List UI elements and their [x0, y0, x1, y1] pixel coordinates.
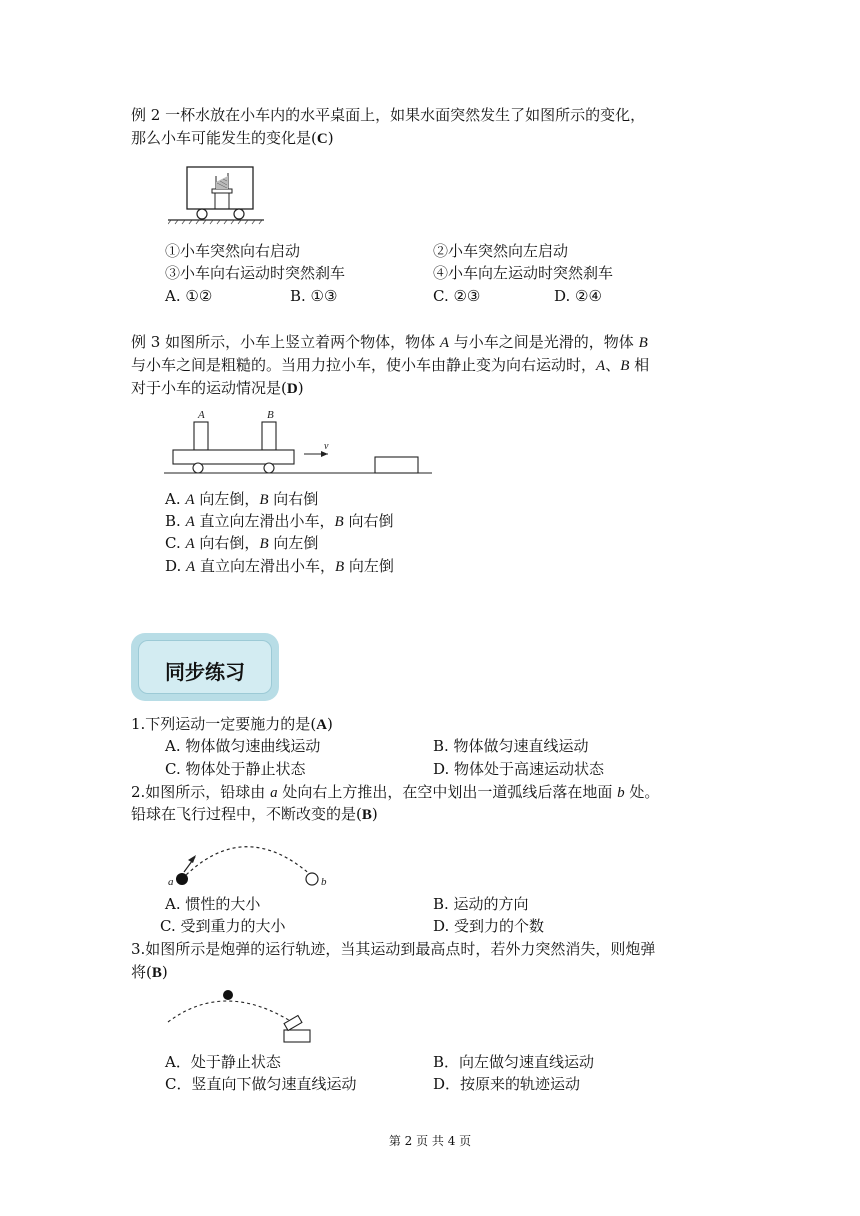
ex3-answer: D — [286, 381, 298, 397]
q3-line2 — [131, 961, 168, 984]
page-footer: 第 2 页 共 4 页 — [388, 1134, 472, 1148]
q2-text-a: 2.如图所示，铅球由 — [131, 783, 271, 801]
q3-opt-a: A．处于静止状态 — [165, 1053, 281, 1071]
ex2-choice-c: C. ②③ — [433, 287, 481, 305]
fig-label-b: b — [321, 876, 327, 888]
q3-stem: 将( — [131, 963, 152, 981]
q2-text-b: 处向右上方推出，在空中划出一道弧线后落在地面 — [277, 783, 618, 801]
q2-opt-d: D. 受到力的个数 — [433, 917, 545, 935]
ex3-var-b: B — [620, 358, 630, 374]
opt-text: 直立向左滑出小车， — [194, 512, 335, 530]
cart-water-figure — [168, 164, 264, 226]
q1-stem-text: 1.下列运动一定要施力的是( — [131, 715, 317, 733]
ex3-close: ) — [297, 379, 304, 397]
ex3-opt-b — [165, 510, 393, 533]
var-a: A — [185, 536, 195, 552]
opt-text: 向左倒 — [344, 557, 394, 575]
ex2-line2 — [131, 127, 334, 150]
ex3-var-b: B — [638, 335, 648, 351]
ex3-var-a: A — [596, 358, 606, 374]
var-a: A — [185, 514, 195, 530]
ex2-close: ) — [327, 129, 334, 147]
shot-put-figure — [164, 828, 336, 888]
ex2-stem: 那么小车可能发生的变化是( — [131, 129, 317, 147]
q1-answer: A — [316, 717, 328, 733]
ex3-line2-text-a: 与小车之间是粗糙的。当用力拉小车，使小车由静止变为向右运动时， — [131, 356, 597, 374]
section-badge-inner — [138, 640, 272, 694]
ex3-line2 — [131, 354, 649, 377]
q1-opt-d: D. 物体处于高速运动状态 — [433, 760, 605, 778]
ex2-choice-d: D. ②④ — [554, 287, 602, 305]
q3-answer: B — [151, 965, 162, 981]
q3-opt-c: C．竖直向下做匀速直线运动 — [165, 1075, 357, 1093]
ex3-opt-c — [165, 532, 318, 555]
ex3-opt-a — [165, 488, 318, 511]
q3-opt-d: D．按原来的轨迹运动 — [433, 1075, 581, 1093]
opt-prefix: B. — [165, 512, 186, 530]
q1-opt-b: B. 物体做匀速直线运动 — [433, 737, 589, 755]
opt-text: 向右倒 — [343, 512, 394, 530]
cannon-trajectory-figure — [164, 986, 314, 1046]
q3-line1: 3.如图所示是炮弹的运行轨迹，当其运动到最高点时，若外力突然消失，则炮弹 — [131, 940, 656, 958]
opt-text: 向左倒 — [268, 534, 319, 552]
q2-var-a: a — [270, 785, 278, 801]
q2-line2 — [131, 803, 378, 826]
opt-text: 向右倒 — [268, 490, 319, 508]
ex3-stem: 对于小车的运动情况是( — [131, 379, 287, 397]
q1-close: ) — [327, 715, 333, 733]
ex3-line2-text-c: 相 — [629, 356, 650, 374]
ex3-line1-text-b: 与小车之间是光滑的，物体 — [449, 333, 639, 351]
ex2-opt3: ③小车向右运动时突然刹车 — [165, 264, 346, 282]
ex3-line1 — [131, 331, 648, 354]
q3-close: ) — [161, 963, 168, 981]
q2-opt-c: C. 受到重力的大小 — [160, 917, 286, 935]
ex3-line3 — [131, 377, 304, 400]
opt-text: 向右倒， — [194, 534, 260, 552]
var-b: B — [334, 559, 345, 575]
opt-prefix: C. — [165, 534, 186, 552]
fig-label-v: v — [324, 441, 329, 452]
ex2-choice-b: B. ①③ — [290, 287, 338, 305]
opt-prefix: A. — [165, 490, 186, 508]
ex3-var-a: A — [439, 335, 450, 351]
ex2-opt1: ①小车突然向右启动 — [165, 242, 301, 260]
section-title: 同步练习 — [165, 660, 245, 684]
ex2-opt2: ②小车突然向左启动 — [433, 242, 569, 260]
var-a: A — [185, 492, 195, 508]
ex2-opt4: ④小车向左运动时突然刹车 — [433, 264, 614, 282]
ex2-choice-a: A. ①② — [165, 287, 213, 305]
var-a: A — [186, 559, 196, 575]
fig-label-b: B — [267, 409, 274, 421]
q1-opt-a: A. 物体做匀速曲线运动 — [165, 737, 321, 755]
q2-var-b: b — [617, 785, 625, 801]
q1-stem — [131, 713, 333, 736]
ex2-answer: C — [316, 131, 328, 147]
q2-opt-a: A. 惯性的大小 — [165, 895, 261, 913]
q2-answer: B — [361, 807, 372, 823]
fig-label-a: A — [198, 409, 205, 421]
ex3-line2-text-b: 、 — [605, 356, 621, 374]
fig-label-a: a — [168, 876, 174, 888]
q2-opt-b: B. 运动的方向 — [433, 895, 529, 913]
var-b: B — [334, 514, 344, 530]
var-b: B — [259, 492, 269, 508]
ex3-opt-d — [165, 555, 394, 578]
q2-stem: 铅球在飞行过程中，不断改变的是( — [131, 805, 362, 823]
q2-close: ) — [371, 805, 378, 823]
var-b: B — [259, 536, 269, 552]
q3-opt-b: B．向左做匀速直线运动 — [433, 1053, 595, 1071]
ex3-line1-text-a: 例 3 如图所示，小车上竖立着两个物体，物体 — [131, 333, 440, 351]
q2-text-c: 处。 — [624, 783, 660, 801]
ex2-line1: 例 2 一杯水放在小车内的水平桌面上，如果水面突然发生了如图所示的变化， — [131, 106, 646, 124]
section-badge — [131, 633, 279, 701]
q2-line1 — [131, 781, 659, 804]
cart-blocks-figure — [164, 406, 434, 476]
opt-text: 直立向左滑出小车， — [195, 557, 335, 575]
opt-prefix: D. — [165, 557, 187, 575]
q1-opt-c: C. 物体处于静止状态 — [165, 760, 306, 778]
opt-text: 向左倒， — [194, 490, 260, 508]
